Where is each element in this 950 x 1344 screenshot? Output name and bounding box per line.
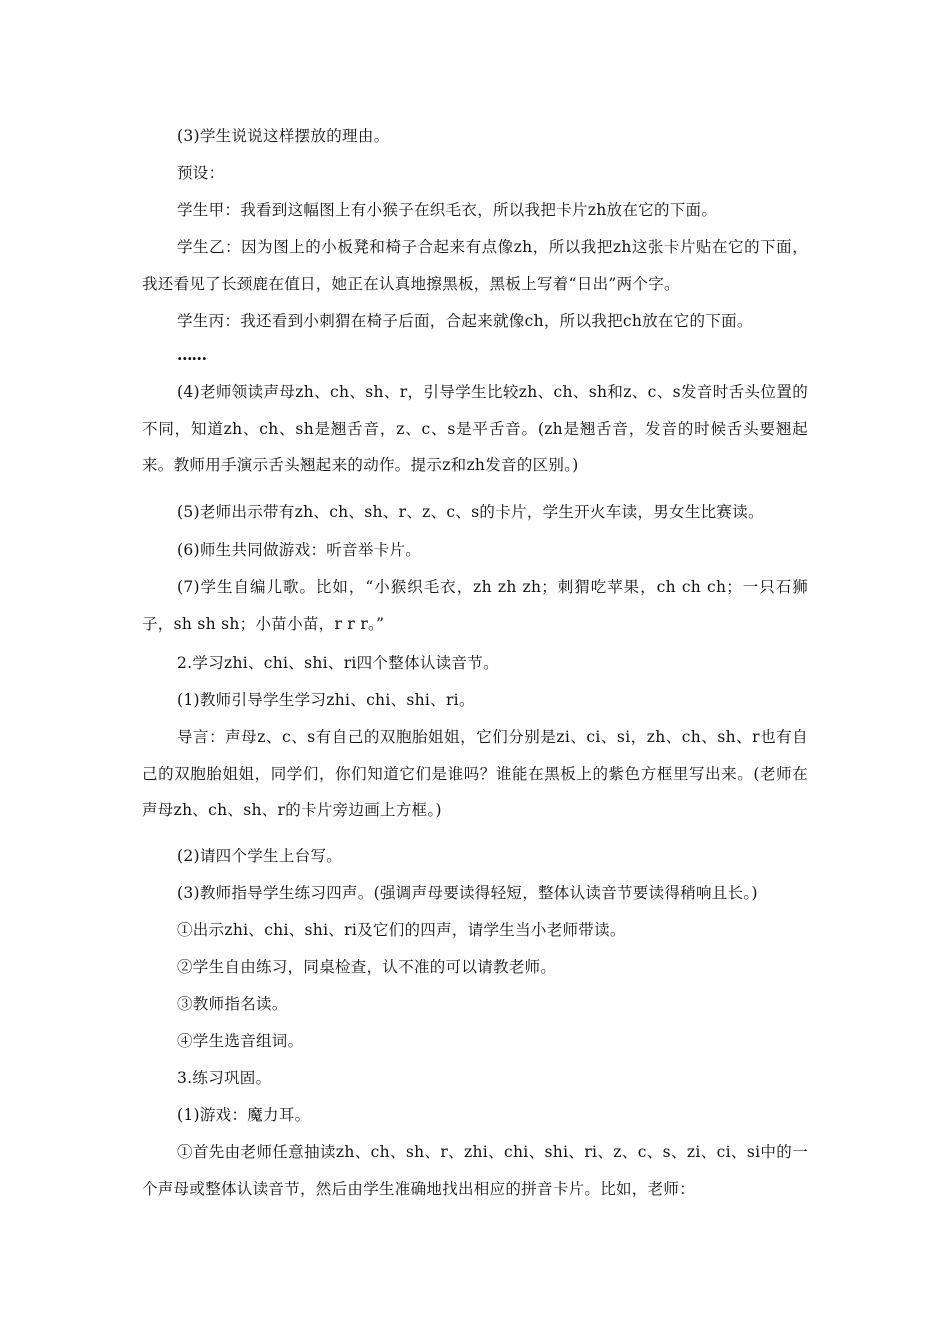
paragraph: (2)请四个学生上台写。 (177, 847, 343, 865)
paragraph: (1)游戏：魔力耳。 (177, 1106, 311, 1124)
paragraph: 预设： (177, 164, 225, 182)
paragraph: 学生乙：因为图上的小板凳和椅子合起来有点像zh，所以我把zh这张卡片贴在它的下面，我还看见了长颈鹿在值日，她正在认真地擦黑板，黑板上写着“日出”两个字。 (142, 238, 808, 293)
paragraph: (3)教师指导学生练习四声。(强调声母要读得轻短，整体认读音节要读得稍响且长。) (177, 884, 758, 902)
paragraph: (3)学生说说这样摆放的理由。 (177, 127, 390, 145)
paragraph: 导言：声母z、c、s有自己的双胞胎姐姐，它们分别是zi、ci、si，zh、ch、sh、r也有自己的双胞胎姐姐，同学们，你们知道它们是谁吗？谁能在黑板上的紫色方框里写出来。(老师在声母zh、ch、sh、r的卡片旁边画上方框。) (142, 728, 808, 819)
ellipsis: …… (177, 345, 206, 364)
paragraph: 学生甲：我看到这幅图上有小猴子在织毛衣，所以我把卡片zh放在它的下面。 (177, 201, 718, 219)
list-item: ①首先由老师任意抽读zh、ch、sh、r、zhi、chi、shi、ri、z、c、s、zi、ci、si中的一个声母或整体认读音节，然后由学生准确地找出相应的拼音卡片。比如，老师： (142, 1143, 808, 1198)
paragraph: (5)老师出示带有zh、ch、sh、r、z、c、s的卡片，学生开火车读，男女生比赛读。 (177, 503, 764, 521)
paragraph: 学生丙：我还看到小刺猬在椅子后面，合起来就像ch，所以我把ch放在它的下面。 (177, 312, 753, 330)
list-item: ③教师指名读。 (177, 995, 288, 1013)
section-heading: 3.练习巩固。 (177, 1069, 272, 1087)
list-item: ④学生选音组词。 (177, 1032, 304, 1050)
section-heading: 2.学习zhi、chi、shi、ri四个整体认读音节。 (177, 654, 499, 672)
paragraph: (1)教师引导学生学习zhi、chi、shi、ri。 (177, 691, 475, 709)
list-item: ①出示zhi、chi、shi、ri及它们的四声，请学生当小老师带读。 (177, 921, 626, 939)
list-item: ②学生自由练习，同桌检查，认不准的可以请教老师。 (177, 958, 557, 976)
paragraph: (4)老师领读声母zh、ch、sh、r，引导学生比较zh、ch、sh和z、c、s发音时舌头位置的不同，知道zh、ch、sh是翘舌音，z、c、s是平舌音。(zh是翘舌音，发音的时候舌头要翘起来。教师用手演示舌头翘起来的动作。提示z和zh发音的区别。) (142, 383, 808, 474)
paragraph: (7)学生自编儿歌。比如，“小猴织毛衣，zh zh zh；刺猬吃苹果，ch ch ch；一只石狮子，sh sh sh；小苗小苗，r r r。” (142, 578, 808, 633)
paragraph: (6)师生共同做游戏：听音举卡片。 (177, 541, 422, 559)
